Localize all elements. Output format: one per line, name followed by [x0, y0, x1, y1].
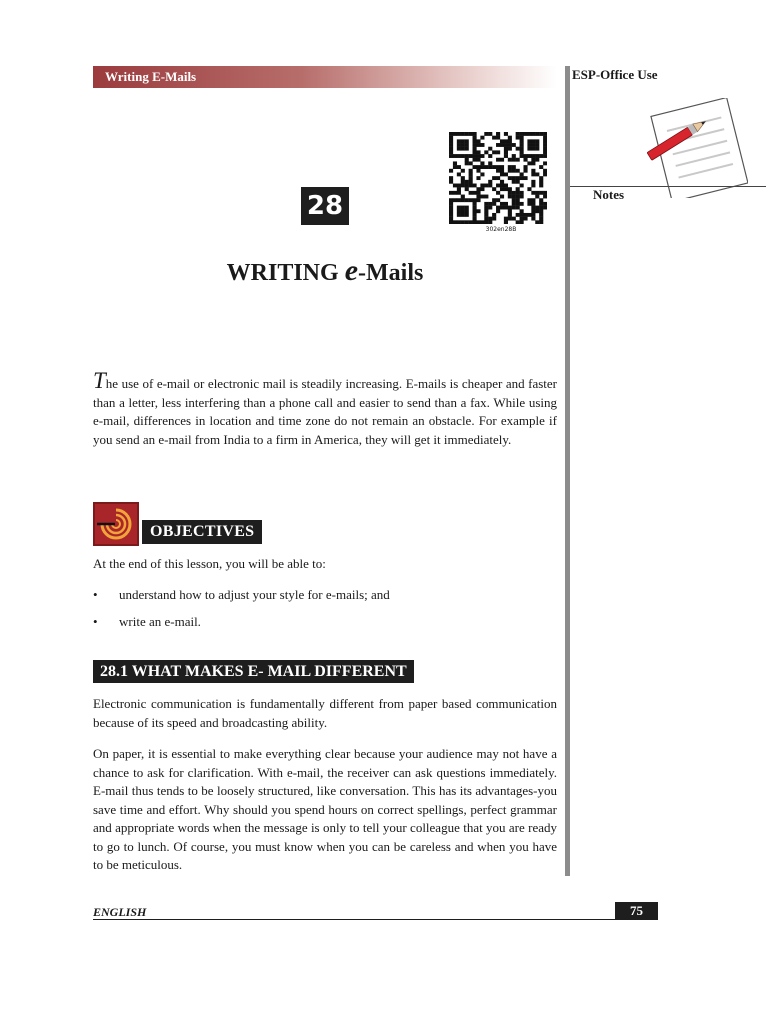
bullet-icon: • [93, 587, 98, 602]
intro-text: he use of e-mail or electronic mail is steadily increasing. E-mails is cheaper and faster than a letter, less interfering than a phone call and easier to send than a fax. While using e-mail, differences in location and time zone do not remain an obstacle. For example if you send an e-mail from India to a firm in America, they will get it immediately. [93, 376, 557, 447]
notes-label: Notes [593, 187, 625, 202]
qr-caption: 302en28B [485, 226, 517, 233]
list-item [93, 587, 390, 603]
chapter-title [200, 254, 450, 288]
chapter-number-badge: 28 [301, 187, 349, 225]
running-header-title: Writing E-Mails [105, 69, 197, 84]
intro-paragraph [93, 368, 557, 449]
objectives-intro: At the end of this lesson, you will be able to: [93, 556, 326, 571]
objectives-target-icon [93, 502, 139, 546]
intro-dropcap: T [93, 368, 106, 393]
footer-rule [93, 919, 658, 920]
objective-text: understand how to adjust your style for e-mails; and [119, 587, 390, 602]
chapter-title-e: e [344, 254, 359, 287]
notes-pencil-icon [638, 98, 748, 198]
chapter-title-prefix: WRITING [226, 260, 345, 286]
list-item [93, 614, 201, 630]
objective-text: write an e-mail. [119, 614, 201, 629]
section-heading: 28.1 WHAT MAKES E- MAIL DIFFERENT [93, 660, 414, 683]
page-number: 75 [615, 902, 658, 920]
qr-code-icon [449, 132, 547, 224]
margin-label: ESP-Office Use [572, 67, 658, 82]
chapter-title-suffix: -Mails [358, 260, 424, 286]
section-paragraph: On paper, it is essential to make everything clear because your audience may not have a chance to ask for clarification. With e-mail, the receiver can ask questions immediately. E-mail thus tends to be loosely structured, like conversation. This has its advantages-you save time and effort. Why should you spend hours on correct spellings, perfect grammar and appropriate words when the message is only to tell your colleague that you are ready to go to lunch. Of course, you must know when you can be careless and when you have to be meticulous. [93, 746, 557, 872]
objectives-heading: OBJECTIVES [142, 520, 262, 544]
section-paragraph: Electronic communication is fundamentally different from paper based communication because of its speed and broadcasting ability. [93, 696, 557, 730]
bullet-icon: • [93, 614, 98, 629]
footer-subject: ENGLISH [93, 905, 147, 919]
margin-divider [565, 66, 570, 876]
